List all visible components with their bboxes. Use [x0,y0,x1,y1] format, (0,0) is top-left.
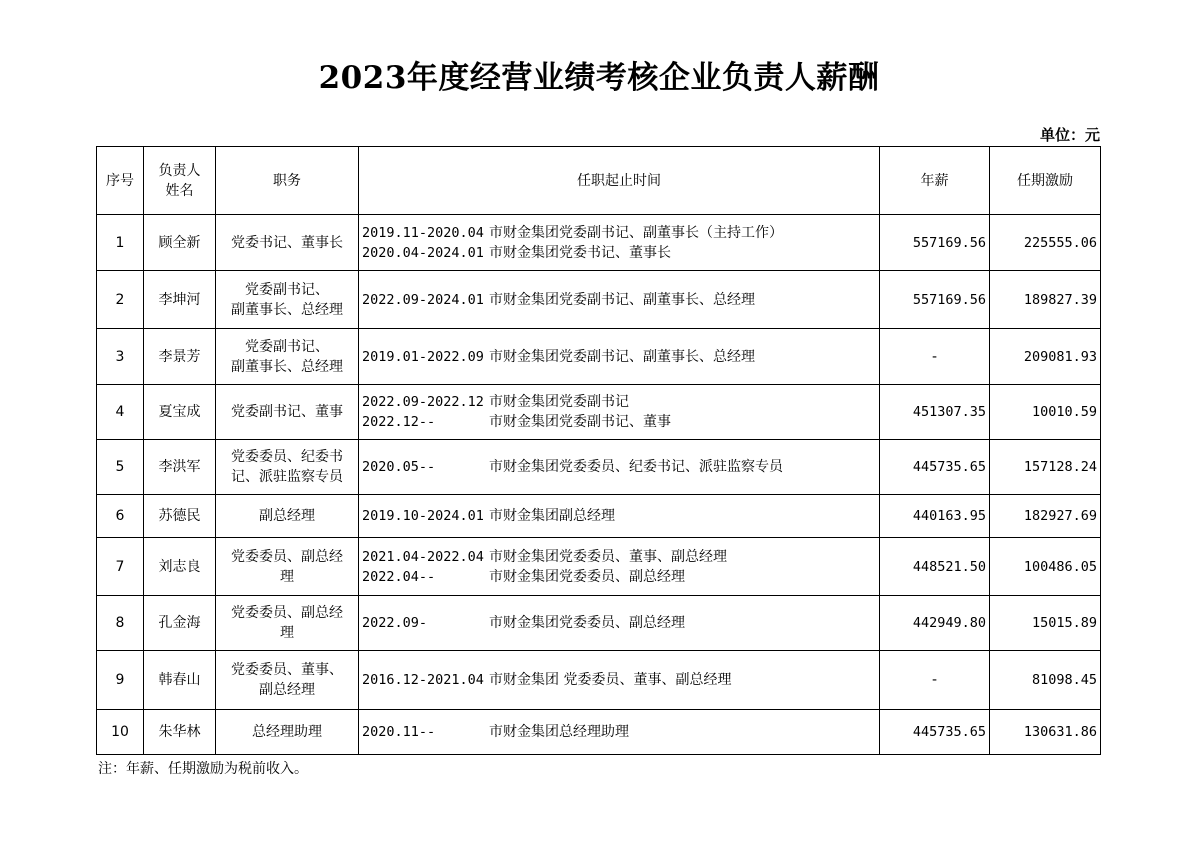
tenure-role: 市财金集团党委副书记、副董事长、总经理 [489,348,755,365]
cell-salary: 440163.95 [880,495,990,538]
cell-incentive: 182927.69 [990,495,1101,538]
tenure-period: 2022.09- [362,615,428,631]
cell-salary: 448521.50 [880,538,990,596]
tenure-line [362,457,879,477]
header-name-line1: 负责人 [158,162,201,179]
tenure-role: 市财金集团党委副书记、副董事长、总经理 [489,291,755,308]
cell-incentive: 209081.93 [990,329,1101,385]
table-row [97,385,1101,440]
position-line: 党委副书记、 [245,338,329,355]
tenure-period: 2019.11-2020.04 [362,224,484,241]
salary-table [96,146,1101,755]
header-tenure: 任职起止时间 [359,147,880,215]
tenure-role: 市财金集团党委副书记、副董事长（主持工作） [489,224,783,241]
cell-tenure [359,710,880,755]
cell-seq: 10 [97,710,144,755]
cell-name: 李景芳 [144,329,216,385]
cell-seq: 5 [97,440,144,495]
cell-name: 刘志良 [144,538,216,596]
cell-incentive: 81098.45 [990,651,1101,710]
cell-position [216,651,359,710]
cell-seq: 7 [97,538,144,596]
position-line: 党委委员、副总经 [231,605,343,621]
position-line: 党委副书记、董事 [231,404,343,420]
position-line: 党委委员、董事、 [231,662,343,678]
footnote: 注：年薪、任期激励为税前收入。 [98,761,308,777]
cell-name: 李坤河 [144,271,216,329]
cell-seq: 6 [97,495,144,538]
tenure-period: 2016.12-2021.04 [362,672,484,688]
tenure-line [362,722,879,742]
header-position: 职务 [216,147,359,215]
cell-seq: 3 [97,329,144,385]
tenure-role: 市财金集团总经理助理 [489,724,629,740]
cell-position [216,538,359,596]
cell-position [216,440,359,495]
tenure-line [362,223,879,243]
table-row [97,271,1101,329]
position-line: 副董事长、总经理 [231,358,343,375]
cell-tenure [359,215,880,271]
table-row [97,710,1101,755]
header-seq: 序号 [97,147,144,215]
cell-name: 孔金海 [144,596,216,651]
tenure-period: 2019.01-2022.09 [362,348,484,365]
header-name [144,147,216,215]
cell-tenure [359,329,880,385]
tenure-line [362,567,879,587]
header-name-line2: 姓名 [165,182,194,199]
cell-tenure [359,651,880,710]
position-line: 副董事长、总经理 [231,301,343,318]
cell-position [216,710,359,755]
position-line: 党委书记、董事长 [231,234,343,251]
cell-salary: 557169.56 [880,215,990,271]
table-row [97,651,1101,710]
cell-incentive: 225555.06 [990,215,1101,271]
cell-salary: - [880,329,990,385]
tenure-role: 市财金集团党委委员、纪委书记、派驻监察专员 [489,459,783,475]
position-line: 理 [280,568,294,585]
cell-name: 苏德民 [144,495,216,538]
tenure-period: 2020.04-2024.01 [362,244,484,261]
cell-seq: 4 [97,385,144,440]
cell-name: 夏宝成 [144,385,216,440]
cell-position [216,385,359,440]
table-row [97,215,1101,271]
position-line: 记、派驻监察专员 [231,469,343,485]
tenure-role: 市财金集团党委委员、副总经理 [489,615,685,631]
tenure-period: 2022.09-2024.01 [362,291,484,308]
table-row [97,440,1101,495]
cell-tenure [359,385,880,440]
tenure-role: 市财金集团党委副书记、董事 [489,414,671,430]
cell-tenure [359,495,880,538]
cell-incentive: 189827.39 [990,271,1101,329]
table-row [97,538,1101,596]
cell-tenure [359,538,880,596]
cell-salary: 445735.65 [880,440,990,495]
cell-name: 顾全新 [144,215,216,271]
cell-position [216,495,359,538]
cell-incentive: 15015.89 [990,596,1101,651]
cell-incentive: 157128.24 [990,440,1101,495]
cell-position [216,329,359,385]
header-incentive: 任期激励 [990,147,1101,215]
tenure-line [362,670,879,690]
position-line: 理 [280,625,294,641]
position-line: 党委委员、副总经 [231,548,343,565]
tenure-period: 2022.04-- [362,568,436,585]
table-row [97,329,1101,385]
table-body [97,215,1101,755]
table-row [97,596,1101,651]
cell-tenure [359,596,880,651]
cell-salary: 557169.56 [880,271,990,329]
cell-salary: 445735.65 [880,710,990,755]
tenure-role: 市财金集团党委书记、董事长 [489,244,671,261]
cell-name: 韩春山 [144,651,216,710]
tenure-role: 市财金集团副总经理 [489,508,615,524]
tenure-role: 市财金集团党委副书记 [489,394,629,410]
tenure-line [362,613,879,633]
tenure-line [362,412,879,432]
tenure-period: 2020.05-- [362,459,436,475]
header-salary: 年薪 [880,147,990,215]
tenure-line [362,347,879,367]
cell-tenure [359,271,880,329]
cell-salary: 442949.80 [880,596,990,651]
position-line: 副总经理 [259,508,315,524]
tenure-line [362,547,879,567]
cell-seq: 1 [97,215,144,271]
cell-incentive: 130631.86 [990,710,1101,755]
tenure-role: 市财金集团 党委委员、董事、副总经理 [489,672,732,688]
page-title: 2023年度经营业绩考核企业负责人薪酬 [318,60,880,96]
position-line: 总经理助理 [252,724,322,740]
tenure-period: 2021.04-2022.04 [362,548,484,565]
cell-tenure [359,440,880,495]
tenure-line [362,392,879,412]
cell-name: 朱华林 [144,710,216,755]
cell-position [216,596,359,651]
cell-seq: 8 [97,596,144,651]
tenure-period: 2022.09-2022.12 [362,394,484,410]
position-line: 党委副书记、 [245,281,329,298]
tenure-line [362,290,879,310]
tenure-role: 市财金集团党委委员、副总经理 [489,568,685,585]
cell-position [216,271,359,329]
header-row [97,147,1101,215]
cell-incentive: 10010.59 [990,385,1101,440]
tenure-line [362,506,879,526]
table-row [97,495,1101,538]
unit-label: 单位：元 [1039,126,1100,144]
cell-salary: - [880,651,990,710]
position-line: 党委委员、纪委书 [231,449,343,465]
cell-seq: 2 [97,271,144,329]
tenure-period: 2020.11-- [362,724,436,740]
position-line: 副总经理 [259,682,315,698]
cell-salary: 451307.35 [880,385,990,440]
cell-seq: 9 [97,651,144,710]
cell-position [216,215,359,271]
tenure-period: 2019.10-2024.01 [362,508,484,524]
cell-incentive: 100486.05 [990,538,1101,596]
tenure-role: 市财金集团党委委员、董事、副总经理 [489,548,727,565]
tenure-period: 2022.12-- [362,414,436,430]
tenure-line [362,243,879,263]
cell-name: 李洪军 [144,440,216,495]
